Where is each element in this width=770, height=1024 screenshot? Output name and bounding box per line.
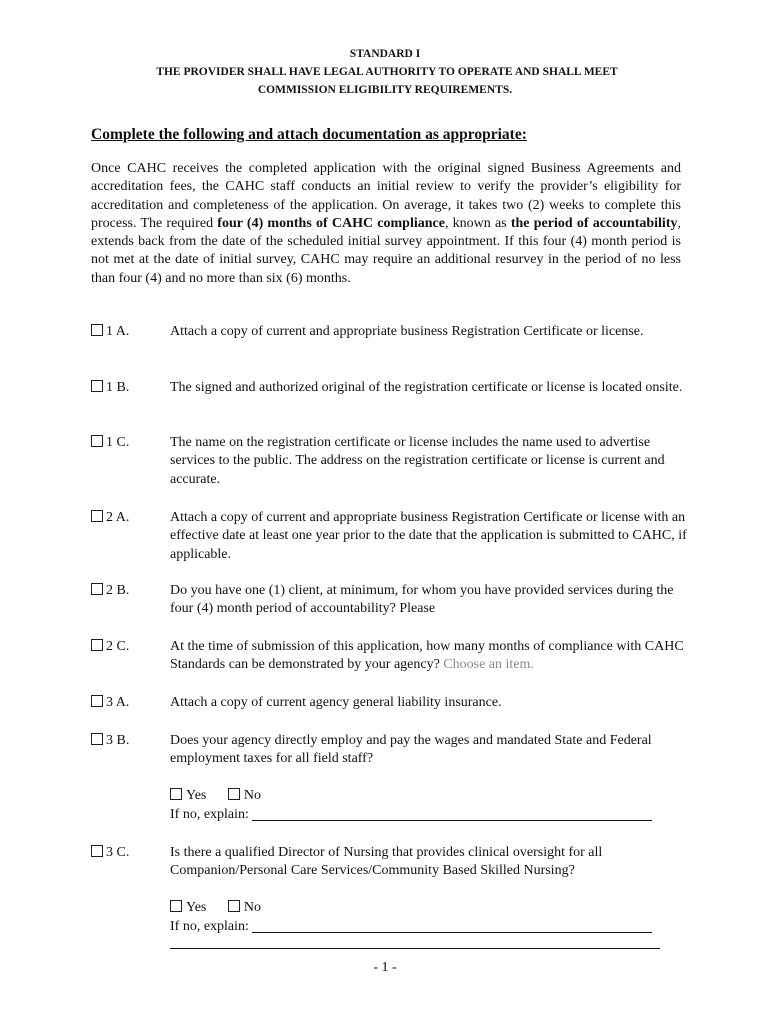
header-line-3: COMMISSION ELIGIBILITY REQUIREMENTS. <box>257 84 513 96</box>
header-line-2: THE PROVIDER SHALL HAVE LEGAL AUTHORITY TO OPERATE AND SHALL MEET <box>156 66 618 78</box>
yes-label: Yes <box>186 788 207 803</box>
yes-checkbox[interactable] <box>170 900 182 912</box>
intro-text-2: , known as <box>444 215 511 231</box>
yes-label: Yes <box>186 900 207 915</box>
item-code: 3 A. <box>106 695 130 710</box>
checkbox-1a[interactable] <box>91 324 103 336</box>
explain-input-3b[interactable] <box>252 806 652 821</box>
intro-paragraph <box>91 160 681 288</box>
item-text: Do you have one (1) client, at minimum, for whom you have provided services during the four (4) month period of accountability? Please <box>170 583 674 617</box>
item-text: The name on the registration certificate or license includes the name used to advertise services to the public. The address on the registration certificate or license is current and accurate. <box>170 435 665 487</box>
explain-3c <box>170 918 652 936</box>
standard-header <box>0 45 770 99</box>
item-text: The signed and authorized original of the registration certificate or license is located onsite. <box>170 380 683 395</box>
checkbox-3b[interactable] <box>91 733 103 745</box>
checkbox-3c[interactable] <box>91 845 103 857</box>
item-code: 1 A. <box>106 324 130 339</box>
no-option-3c[interactable] <box>228 900 261 915</box>
no-label: No <box>243 788 261 803</box>
intro-text-3: , extends back from the date of the scheduled initial survey appointment. If this four (4) month period is not met at the date of initial survey, CAHC may require an additional resurvey in the period of no less than four (4) and no more than six (6) months. <box>91 215 681 286</box>
yes-no-3b <box>170 787 279 805</box>
checkbox-1b[interactable] <box>91 380 103 392</box>
yes-option-3c[interactable] <box>170 900 206 915</box>
page-number: - 1 - <box>373 960 397 975</box>
header-line-1: STANDARD I <box>349 48 421 60</box>
checkbox-1c[interactable] <box>91 435 103 447</box>
checkbox-2b[interactable] <box>91 583 103 595</box>
explain-label: If no, explain: <box>170 807 249 822</box>
item-text: Attach a copy of current and appropriate business Registration Certificate or license with an effective date at least one year prior to the date that the application is submitted to CAHC, if applicable. <box>170 510 687 562</box>
item-text: Attach a copy of current and appropriate business Registration Certificate or license. <box>170 324 644 339</box>
item-code: 3 C. <box>106 845 130 860</box>
item-code: 1 C. <box>106 435 130 450</box>
section-title: Complete the following and attach documentation as appropriate: <box>91 126 527 143</box>
checkbox-2c[interactable] <box>91 639 103 651</box>
no-option-3b[interactable] <box>228 788 261 803</box>
no-checkbox[interactable] <box>228 788 240 800</box>
months-compliance-dropdown[interactable]: Choose an item. <box>443 657 534 673</box>
item-code: 1 B. <box>106 380 130 395</box>
checkbox-2a[interactable] <box>91 510 103 522</box>
intro-bold-2: the period of accountability <box>510 215 678 231</box>
item-code: 2 B. <box>106 583 130 598</box>
explain-continuation-line[interactable] <box>170 948 660 949</box>
item-code: 2 C. <box>106 639 130 654</box>
yes-no-3c <box>170 899 279 917</box>
item-code: 3 B. <box>106 733 130 748</box>
explain-input-3c[interactable] <box>252 918 652 933</box>
yes-option-3b[interactable] <box>170 788 206 803</box>
item-code: 2 A. <box>106 510 130 525</box>
item-text <box>170 638 690 675</box>
item-text: Is there a qualified Director of Nursing that provides clinical oversight for all Companion/Personal Care Services/Community Based Skilled Nursing? <box>170 845 603 879</box>
intro-bold-1: four (4) months of CAHC compliance <box>217 215 445 231</box>
explain-label: If no, explain: <box>170 919 249 934</box>
checkbox-3a[interactable] <box>91 695 103 707</box>
item-text: Does your agency directly employ and pay the wages and mandated State and Federal employment taxes for all field staff? <box>170 733 652 767</box>
explain-3b <box>170 806 652 824</box>
yes-checkbox[interactable] <box>170 788 182 800</box>
no-checkbox[interactable] <box>228 900 240 912</box>
item-question: At the time of submission of this application, how many months of compliance with CAHC Standards can be demonstrated by your agency? <box>170 639 684 673</box>
intro-text-1: Once CAHC receives the completed application with the original signed Business Agreements and accreditation fees, the CAHC staff conducts an initial review to verify the provider’s eligibility for accreditation and completeness of the application. On average, it takes two (2) weeks to complete this process. The required <box>91 161 681 231</box>
no-label: No <box>243 900 261 915</box>
item-text: Attach a copy of current agency general liability insurance. <box>170 695 502 710</box>
